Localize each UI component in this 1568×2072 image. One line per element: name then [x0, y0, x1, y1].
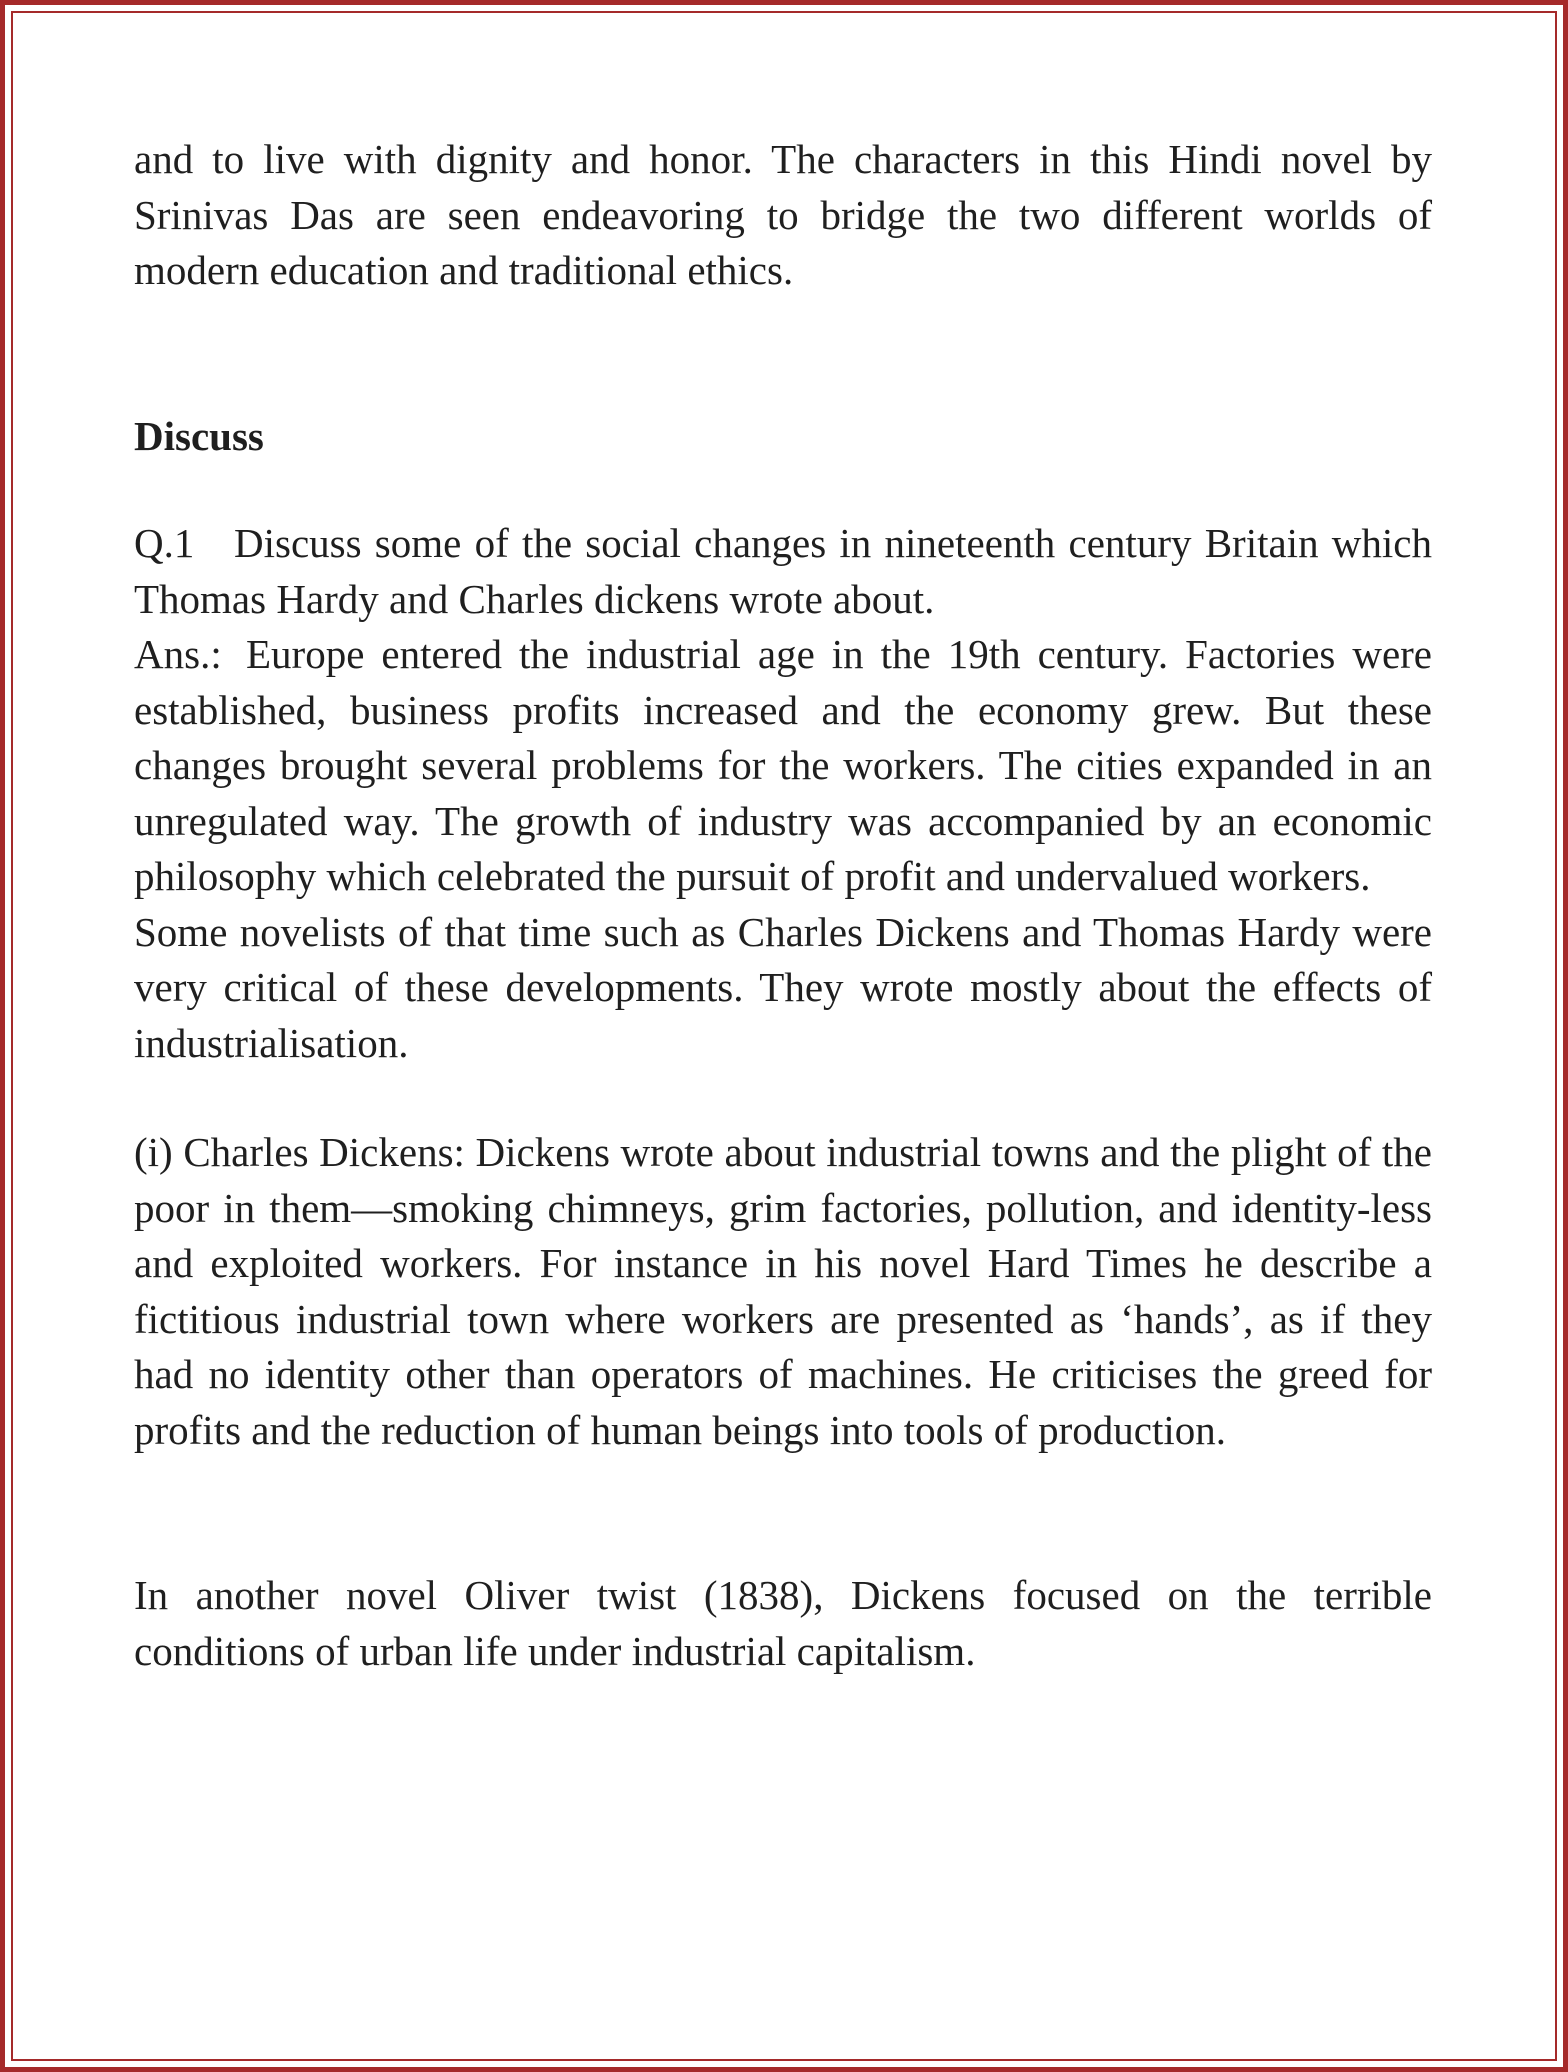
answer-paragraph [134, 627, 1432, 905]
question-text: Discuss some of the social changes in nineteenth century Britain which Thomas Hardy and Charles dickens wrote about. [134, 520, 1432, 622]
answer-text: Europe entered the industrial age in the 19th century. Factories were established, business profits increased and the economy grew. But these changes brought several problems for the workers. The cities expanded in an unregulated way. The growth of industry was accompanied by an economic philosophy which celebrated the pursuit of profit and undervalued workers. [134, 631, 1432, 899]
closing-paragraph: In another novel Oliver twist (1838), Dickens focused on the terrible conditions of urban life under industrial capitalism. [134, 1572, 1432, 1674]
question-paragraph [134, 516, 1432, 627]
document-body [134, 132, 1432, 1679]
point-charles-dickens: (i) Charles Dickens: Dickens wrote about industrial towns and the plight of the poor in them—smoking chimneys, grim factories, pollution, and identity-less and exploited workers. For instance in his novel Hard Times he describe a fictitious industrial town where workers are presented as ‘hands’, as if they had no identity other than operators of machines. He criticises the greed for profits and the reduction of human beings into tools of production. [134, 1129, 1432, 1453]
answer-label: Ans.: [134, 631, 222, 677]
intro-paragraph: and to live with dignity and honor. The characters in this Hindi novel by Srinivas Das are seen endeavoring to bridge the two different worlds of modern education and traditional ethics. [134, 136, 1432, 293]
section-heading: Discuss [134, 412, 264, 459]
question-number: Q.1 [134, 520, 195, 566]
answer-continuation: Some novelists of that time such as Charles Dickens and Thomas Hardy were very critical of these developments. They wrote mostly about the effects of industrialisation. [134, 908, 1432, 1066]
